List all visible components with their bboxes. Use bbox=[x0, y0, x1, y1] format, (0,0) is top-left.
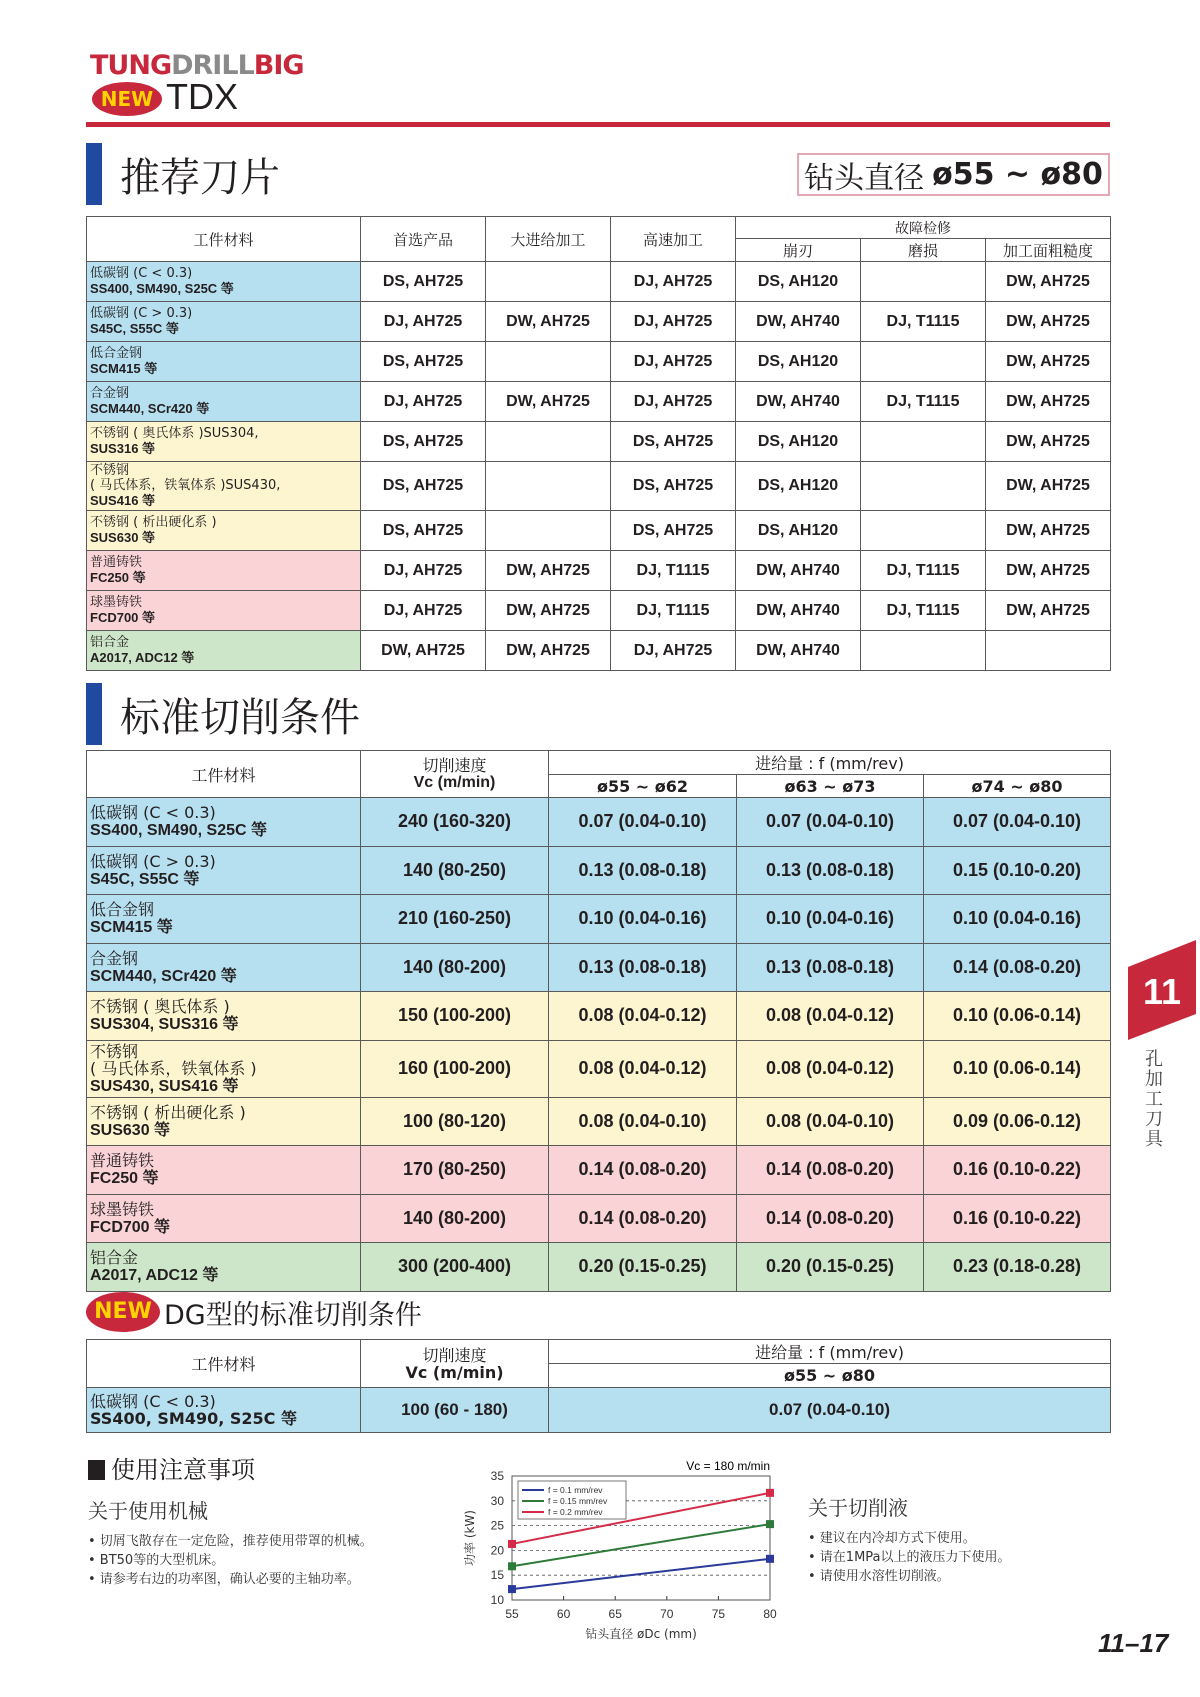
insert-cell: DW, AH725 bbox=[486, 382, 611, 422]
material-cell bbox=[87, 342, 361, 382]
insert-cell: DJ, AH725 bbox=[361, 551, 486, 591]
insert-cell: DJ, AH725 bbox=[611, 342, 736, 382]
brand-part-1: TUNG bbox=[90, 50, 172, 81]
insert-cell bbox=[486, 511, 611, 551]
diameter-value: ø55 ~ ø80 bbox=[932, 157, 1103, 192]
material-subtype: ( 马氏体系，铁氧体系 )SUS430, bbox=[90, 478, 281, 493]
material-grades: FC250 等 bbox=[90, 570, 146, 585]
feed-value: 0.07 (0.04-0.10) bbox=[737, 798, 924, 847]
insert-cell: DS, AH120 bbox=[736, 342, 861, 382]
feed-value: 0.23 (0.18-0.28) bbox=[924, 1243, 1111, 1292]
insert-cell bbox=[861, 511, 986, 551]
material-cell bbox=[87, 895, 361, 944]
insert-cell: DW, AH740 bbox=[736, 382, 861, 422]
insert-cell: DS, AH725 bbox=[611, 511, 736, 551]
insert-cell: DW, AH725 bbox=[986, 422, 1111, 462]
feed-value: 0.08 (0.04-0.12) bbox=[737, 992, 924, 1041]
feed-value: 0.10 (0.04-0.16) bbox=[549, 895, 737, 944]
speed-value: 240 (160-320) bbox=[361, 798, 549, 847]
note-item: • 请参考右边的功率图，确认必要的主轴功率。 bbox=[88, 1572, 360, 1587]
material-name: 低碳钢 (C < 0.3) bbox=[90, 266, 193, 281]
feed-value: 0.13 (0.08-0.18) bbox=[737, 846, 924, 895]
insert-cell: DS, AH725 bbox=[361, 262, 486, 302]
insert-cell: DS, AH120 bbox=[736, 511, 861, 551]
insert-cell: DJ, T1115 bbox=[861, 551, 986, 591]
material-grades: S45C, S55C 等 bbox=[90, 321, 179, 336]
insert-cell bbox=[486, 462, 611, 511]
speed-label: 切削速度 bbox=[422, 1345, 487, 1365]
insert-cell bbox=[486, 342, 611, 382]
insert-cell: DJ, T1115 bbox=[611, 551, 736, 591]
insert-cell: DS, AH725 bbox=[611, 462, 736, 511]
insert-cell: DW, AH725 bbox=[986, 511, 1111, 551]
feed-value: 0.10 (0.06-0.14) bbox=[924, 992, 1111, 1041]
svg-text:11: 11 bbox=[1142, 971, 1182, 1012]
power-chart bbox=[460, 1440, 790, 1640]
speed-label: 切削速度 bbox=[422, 756, 487, 775]
chart-title: Vc = 180 m/min bbox=[686, 1459, 770, 1473]
feed-value: 0.08 (0.04-0.10) bbox=[737, 1097, 924, 1146]
material-cell bbox=[87, 551, 361, 591]
insert-cell: DW, AH725 bbox=[361, 631, 486, 671]
note-item: • BT50等的大型机床。 bbox=[88, 1553, 225, 1568]
material-grades: SS400, SM490, S25C 等 bbox=[90, 281, 234, 296]
svg-text:80: 80 bbox=[763, 1607, 777, 1621]
header-feed: 进给量 : f (mm/rev) bbox=[549, 751, 1111, 775]
feed-value: 0.08 (0.04-0.12) bbox=[737, 1040, 924, 1097]
header-feed: 进给量 : f (mm/rev) bbox=[549, 1340, 1111, 1364]
feed-value: 0.07 (0.04-0.10) bbox=[924, 798, 1111, 847]
material-grades: FC250 等 bbox=[90, 1170, 159, 1188]
svg-text:55: 55 bbox=[505, 1607, 519, 1621]
header-chipping: 崩刃 bbox=[736, 239, 861, 262]
svg-text:25: 25 bbox=[490, 1518, 504, 1533]
insert-cell: DW, AH725 bbox=[986, 591, 1111, 631]
insert-cell: DJ, AH725 bbox=[611, 262, 736, 302]
header-diameter: ø55 ~ ø80 bbox=[549, 1364, 1111, 1388]
coolant-notes bbox=[808, 1482, 1108, 1586]
material-grades: SCM415 等 bbox=[90, 361, 158, 376]
table-row bbox=[87, 1146, 1111, 1195]
material-cell bbox=[87, 846, 361, 895]
insert-cell: DS, AH725 bbox=[361, 422, 486, 462]
table-row bbox=[87, 943, 1111, 992]
insert-cell: DW, AH725 bbox=[986, 262, 1111, 302]
speed-value: 140 (80-200) bbox=[361, 1194, 549, 1243]
section-heading: 标准切削条件 bbox=[120, 694, 360, 741]
table-row bbox=[87, 798, 1111, 847]
insert-cell: DW, AH740 bbox=[736, 591, 861, 631]
speed-value: 100 (60 - 180) bbox=[361, 1388, 549, 1433]
material-name: 低碳钢 (C > 0.3) bbox=[90, 306, 193, 321]
insert-cell: DW, AH725 bbox=[986, 382, 1111, 422]
machine-notes-title: 关于使用机械 bbox=[88, 1499, 208, 1523]
insert-cell: DS, AH725 bbox=[361, 342, 486, 382]
material-name: 不锈钢 ( 奥氏体系 )SUS304, bbox=[90, 426, 259, 441]
table-row bbox=[87, 382, 1111, 422]
table-row bbox=[87, 302, 1111, 342]
material-name: 低合金钢 bbox=[90, 346, 143, 361]
material-name: 合金钢 bbox=[90, 386, 130, 401]
material-cell bbox=[87, 511, 361, 551]
material-name: 普通铸铁 bbox=[90, 1151, 155, 1171]
material-name: 不锈钢 ( 析出硬化系 ) bbox=[90, 515, 217, 530]
header-wear: 磨损 bbox=[861, 239, 986, 262]
header-high-feed: 大进给加工 bbox=[486, 217, 611, 262]
svg-text:75: 75 bbox=[711, 1607, 726, 1621]
table-row bbox=[87, 422, 1111, 462]
feed-value: 0.16 (0.10-0.22) bbox=[924, 1146, 1111, 1195]
note-item: • 切屑飞散存在一定危险，推荐使用带罩的机械。 bbox=[88, 1534, 373, 1549]
material-subtype: ( 马氏体系，铁氧体系 ) bbox=[90, 1058, 257, 1078]
section-marker bbox=[86, 143, 102, 205]
coolant-notes-title: 关于切削液 bbox=[808, 1496, 908, 1520]
material-grades: A2017, ADC12 等 bbox=[90, 650, 195, 665]
material-cell bbox=[87, 1194, 361, 1243]
speed-value: 210 (160-250) bbox=[361, 895, 549, 944]
insert-cell: DW, AH725 bbox=[986, 342, 1111, 382]
material-grades: SUS630 等 bbox=[90, 530, 156, 545]
table-row bbox=[87, 992, 1111, 1041]
feed-value: 0.10 (0.04-0.16) bbox=[737, 895, 924, 944]
svg-text:20: 20 bbox=[490, 1543, 504, 1558]
material-cell bbox=[87, 992, 361, 1041]
material-cell bbox=[87, 1243, 361, 1292]
material-grades: A2017, ADC12 等 bbox=[90, 1267, 219, 1285]
material-grades: SUS416 等 bbox=[90, 493, 156, 508]
header-material: 工件材料 bbox=[87, 217, 361, 262]
svg-text:65: 65 bbox=[608, 1607, 622, 1621]
insert-cell: DJ, AH725 bbox=[361, 382, 486, 422]
material-name: 铝合金 bbox=[90, 635, 130, 650]
table-row bbox=[87, 462, 1111, 511]
material-name: 不锈钢 bbox=[90, 1041, 139, 1061]
material-cell bbox=[87, 1146, 361, 1195]
dg-heading: DG型的标准切削条件 bbox=[164, 1299, 422, 1331]
dg-cutting-table bbox=[86, 1339, 1111, 1433]
feed-value: 0.13 (0.08-0.18) bbox=[549, 943, 737, 992]
material-grades: S45C, S55C 等 bbox=[90, 870, 200, 888]
material-name: 不锈钢 ( 奥氏体系 ) bbox=[90, 997, 230, 1017]
insert-cell: DW, AH725 bbox=[986, 462, 1111, 511]
material-grades: SUS304, SUS316 等 bbox=[90, 1016, 239, 1034]
feed-value: 0.14 (0.08-0.20) bbox=[737, 1194, 924, 1243]
new-badge: NEW bbox=[86, 1292, 160, 1332]
insert-cell bbox=[861, 462, 986, 511]
speed-unit: Vc (m/min) bbox=[405, 1362, 504, 1382]
table-row bbox=[87, 1097, 1111, 1146]
cutting-conditions-table bbox=[86, 750, 1111, 1292]
material-grades: FCD700 等 bbox=[90, 610, 156, 625]
header-divider bbox=[86, 122, 1110, 127]
feed-value: 0.09 (0.06-0.12) bbox=[924, 1097, 1111, 1146]
feed-value: 0.07 (0.04-0.10) bbox=[549, 798, 737, 847]
insert-cell: DW, AH725 bbox=[486, 591, 611, 631]
speed-value: 150 (100-200) bbox=[361, 992, 549, 1041]
material-grades: SS400, SM490, S25C 等 bbox=[90, 1409, 297, 1428]
square-bullet-icon bbox=[88, 1460, 105, 1480]
header-diameter-2: ø63 ~ ø73 bbox=[737, 775, 924, 798]
note-item: • 请使用水溶性切削液。 bbox=[808, 1569, 950, 1584]
material-name: 低合金钢 bbox=[90, 900, 155, 920]
brand-part-2: DRILL bbox=[171, 50, 254, 81]
material-name: 铝合金 bbox=[90, 1248, 139, 1268]
recommended-inserts-table bbox=[86, 216, 1111, 671]
table-row bbox=[87, 511, 1111, 551]
svg-text:60: 60 bbox=[556, 1607, 571, 1621]
material-grades: SS400, SM490, S25C 等 bbox=[90, 822, 267, 840]
insert-cell: DJ, T1115 bbox=[611, 591, 736, 631]
insert-cell: DS, AH120 bbox=[736, 462, 861, 511]
material-cell bbox=[87, 591, 361, 631]
new-badge: NEW bbox=[92, 82, 162, 116]
svg-text:f = 0.2 mm/rev: f = 0.2 mm/rev bbox=[548, 1507, 603, 1517]
header-material: 工件材料 bbox=[87, 1340, 361, 1388]
insert-cell bbox=[861, 422, 986, 462]
material-cell bbox=[87, 262, 361, 302]
material-name: 球墨铸铁 bbox=[90, 1199, 155, 1219]
material-cell bbox=[87, 1097, 361, 1146]
speed-value: 300 (200-400) bbox=[361, 1243, 549, 1292]
header-roughness: 加工面粗糙度 bbox=[986, 239, 1111, 262]
table-row bbox=[87, 1194, 1111, 1243]
section-title-cutting bbox=[86, 683, 360, 745]
material-name: 普通铸铁 bbox=[90, 555, 143, 570]
insert-cell: DW, AH725 bbox=[986, 551, 1111, 591]
material-cell bbox=[87, 1040, 361, 1097]
material-grades: FCD700 等 bbox=[90, 1218, 171, 1236]
insert-cell: DW, AH725 bbox=[486, 302, 611, 342]
feed-value: 0.13 (0.08-0.18) bbox=[737, 943, 924, 992]
svg-text:70: 70 bbox=[660, 1607, 674, 1621]
material-cell bbox=[87, 302, 361, 342]
material-cell bbox=[87, 382, 361, 422]
insert-cell: DJ, AH725 bbox=[611, 302, 736, 342]
speed-unit: Vc (m/min) bbox=[413, 774, 496, 791]
material-cell bbox=[87, 462, 361, 511]
material-name: 不锈钢 bbox=[90, 463, 130, 478]
table-row bbox=[87, 846, 1111, 895]
material-cell bbox=[87, 798, 361, 847]
material-cell bbox=[87, 1388, 361, 1433]
chapter-label: 孔加工刀具 bbox=[1145, 1049, 1163, 1150]
feed-value: 0.20 (0.15-0.25) bbox=[737, 1243, 924, 1292]
material-name: 不锈钢 ( 析出硬化系 ) bbox=[90, 1102, 246, 1122]
svg-text:15: 15 bbox=[490, 1568, 504, 1583]
diameter-box bbox=[797, 153, 1110, 196]
material-grades: SUS316 等 bbox=[90, 441, 156, 456]
table-row bbox=[87, 551, 1111, 591]
diameter-label: 钻头直径 bbox=[804, 160, 925, 196]
insert-cell: DJ, AH725 bbox=[611, 631, 736, 671]
page-number: 11–17 bbox=[1098, 1628, 1169, 1658]
feed-value: 0.16 (0.10-0.22) bbox=[924, 1194, 1111, 1243]
material-grades: SUS630 等 bbox=[90, 1121, 171, 1139]
material-grades: SCM440, SCr420 等 bbox=[90, 401, 210, 416]
section-marker bbox=[86, 683, 102, 745]
table-row bbox=[87, 1040, 1111, 1097]
feed-value: 0.13 (0.08-0.18) bbox=[549, 846, 737, 895]
material-cell bbox=[87, 631, 361, 671]
feed-value: 0.14 (0.08-0.20) bbox=[549, 1146, 737, 1195]
feed-value: 0.08 (0.04-0.12) bbox=[549, 1040, 737, 1097]
insert-cell: DJ, AH725 bbox=[611, 382, 736, 422]
insert-cell bbox=[861, 342, 986, 382]
insert-cell: DW, AH740 bbox=[736, 551, 861, 591]
insert-cell: DW, AH725 bbox=[486, 551, 611, 591]
material-name: 合金钢 bbox=[90, 948, 139, 968]
header-speed bbox=[361, 751, 549, 798]
feed-value: 0.14 (0.08-0.20) bbox=[549, 1194, 737, 1243]
insert-cell: DW, AH740 bbox=[736, 302, 861, 342]
svg-text:钻头直径 øDc (mm): 钻头直径 øDc (mm) bbox=[585, 1627, 697, 1640]
notes-heading bbox=[88, 1450, 488, 1485]
header-speed bbox=[361, 1340, 549, 1388]
svg-text:f = 0.1 mm/rev: f = 0.1 mm/rev bbox=[548, 1485, 603, 1495]
feed-value: 0.14 (0.08-0.20) bbox=[924, 943, 1111, 992]
table-row bbox=[87, 631, 1111, 671]
feed-value: 0.14 (0.08-0.20) bbox=[737, 1146, 924, 1195]
table-row bbox=[87, 591, 1111, 631]
material-name: 低碳钢 (C < 0.3) bbox=[90, 803, 216, 823]
insert-cell: DJ, T1115 bbox=[861, 591, 986, 631]
note-item: • 请在1MPa以上的液压力下使用。 bbox=[808, 1550, 1011, 1565]
feed-value: 0.10 (0.04-0.16) bbox=[924, 895, 1111, 944]
material-cell bbox=[87, 943, 361, 992]
table-row bbox=[87, 1243, 1111, 1292]
header-preferred: 首选产品 bbox=[361, 217, 486, 262]
note-item: • 建议在内冷却方式下使用。 bbox=[808, 1531, 976, 1546]
insert-cell: DJ, AH725 bbox=[361, 302, 486, 342]
insert-cell: DW, AH725 bbox=[486, 631, 611, 671]
insert-cell bbox=[861, 262, 986, 302]
insert-cell: DJ, T1115 bbox=[861, 382, 986, 422]
material-grades: SCM440, SCr420 等 bbox=[90, 967, 237, 985]
material-name: 球墨铸铁 bbox=[90, 595, 143, 610]
insert-cell bbox=[861, 631, 986, 671]
header-diameter-3: ø74 ~ ø80 bbox=[924, 775, 1111, 798]
dg-section-title bbox=[86, 1292, 422, 1332]
section-heading: 推荐刀片 bbox=[120, 154, 280, 201]
header-material: 工件材料 bbox=[87, 751, 361, 798]
svg-text:30: 30 bbox=[490, 1493, 504, 1508]
material-name: 低碳钢 (C < 0.3) bbox=[90, 1392, 216, 1411]
feed-value: 0.15 (0.10-0.20) bbox=[924, 846, 1111, 895]
product-name: TDX bbox=[166, 76, 238, 117]
insert-cell: DS, AH120 bbox=[736, 262, 861, 302]
notes-title: 使用注意事项 bbox=[111, 1456, 255, 1484]
usage-notes bbox=[88, 1450, 488, 1589]
svg-text:f = 0.15 mm/rev: f = 0.15 mm/rev bbox=[548, 1496, 608, 1506]
speed-value: 170 (80-250) bbox=[361, 1146, 549, 1195]
table-row bbox=[87, 342, 1111, 382]
speed-value: 140 (80-200) bbox=[361, 943, 549, 992]
insert-cell: DJ, T1115 bbox=[861, 302, 986, 342]
insert-cell: DW, AH740 bbox=[736, 631, 861, 671]
feed-value: 0.08 (0.04-0.10) bbox=[549, 1097, 737, 1146]
svg-text:35: 35 bbox=[490, 1469, 504, 1483]
insert-cell: DS, AH725 bbox=[611, 422, 736, 462]
header-diameter-1: ø55 ~ ø62 bbox=[549, 775, 737, 798]
feed-value: 0.08 (0.04-0.12) bbox=[549, 992, 737, 1041]
feed-value: 0.07 (0.04-0.10) bbox=[549, 1388, 1111, 1433]
insert-cell: DJ, AH725 bbox=[361, 591, 486, 631]
insert-cell: DS, AH120 bbox=[736, 422, 861, 462]
insert-cell: DW, AH725 bbox=[986, 302, 1111, 342]
speed-value: 140 (80-250) bbox=[361, 846, 549, 895]
insert-cell: DS, AH725 bbox=[361, 462, 486, 511]
material-name: 低碳钢 (C > 0.3) bbox=[90, 851, 216, 871]
insert-cell bbox=[486, 422, 611, 462]
feed-value: 0.20 (0.15-0.25) bbox=[549, 1243, 737, 1292]
header-high-speed: 高速加工 bbox=[611, 217, 736, 262]
insert-cell: DS, AH725 bbox=[361, 511, 486, 551]
svg-text:功率 (kW): 功率 (kW) bbox=[463, 1510, 477, 1566]
table-row bbox=[87, 262, 1111, 302]
table-row bbox=[87, 895, 1111, 944]
speed-value: 160 (100-200) bbox=[361, 1040, 549, 1097]
speed-value: 100 (80-120) bbox=[361, 1097, 549, 1146]
svg-text:10: 10 bbox=[490, 1593, 504, 1607]
section-title-inserts bbox=[86, 143, 280, 205]
feed-value: 0.10 (0.06-0.14) bbox=[924, 1040, 1111, 1097]
material-grades: SUS430, SUS416 等 bbox=[90, 1077, 239, 1095]
material-cell bbox=[87, 422, 361, 462]
chapter-tab bbox=[1128, 940, 1196, 1040]
brand-part-3: BIG bbox=[253, 50, 304, 81]
insert-cell bbox=[486, 262, 611, 302]
material-grades: SCM415 等 bbox=[90, 919, 173, 937]
insert-cell bbox=[986, 631, 1111, 671]
header-troubleshooting: 故障检修 bbox=[736, 217, 1111, 239]
